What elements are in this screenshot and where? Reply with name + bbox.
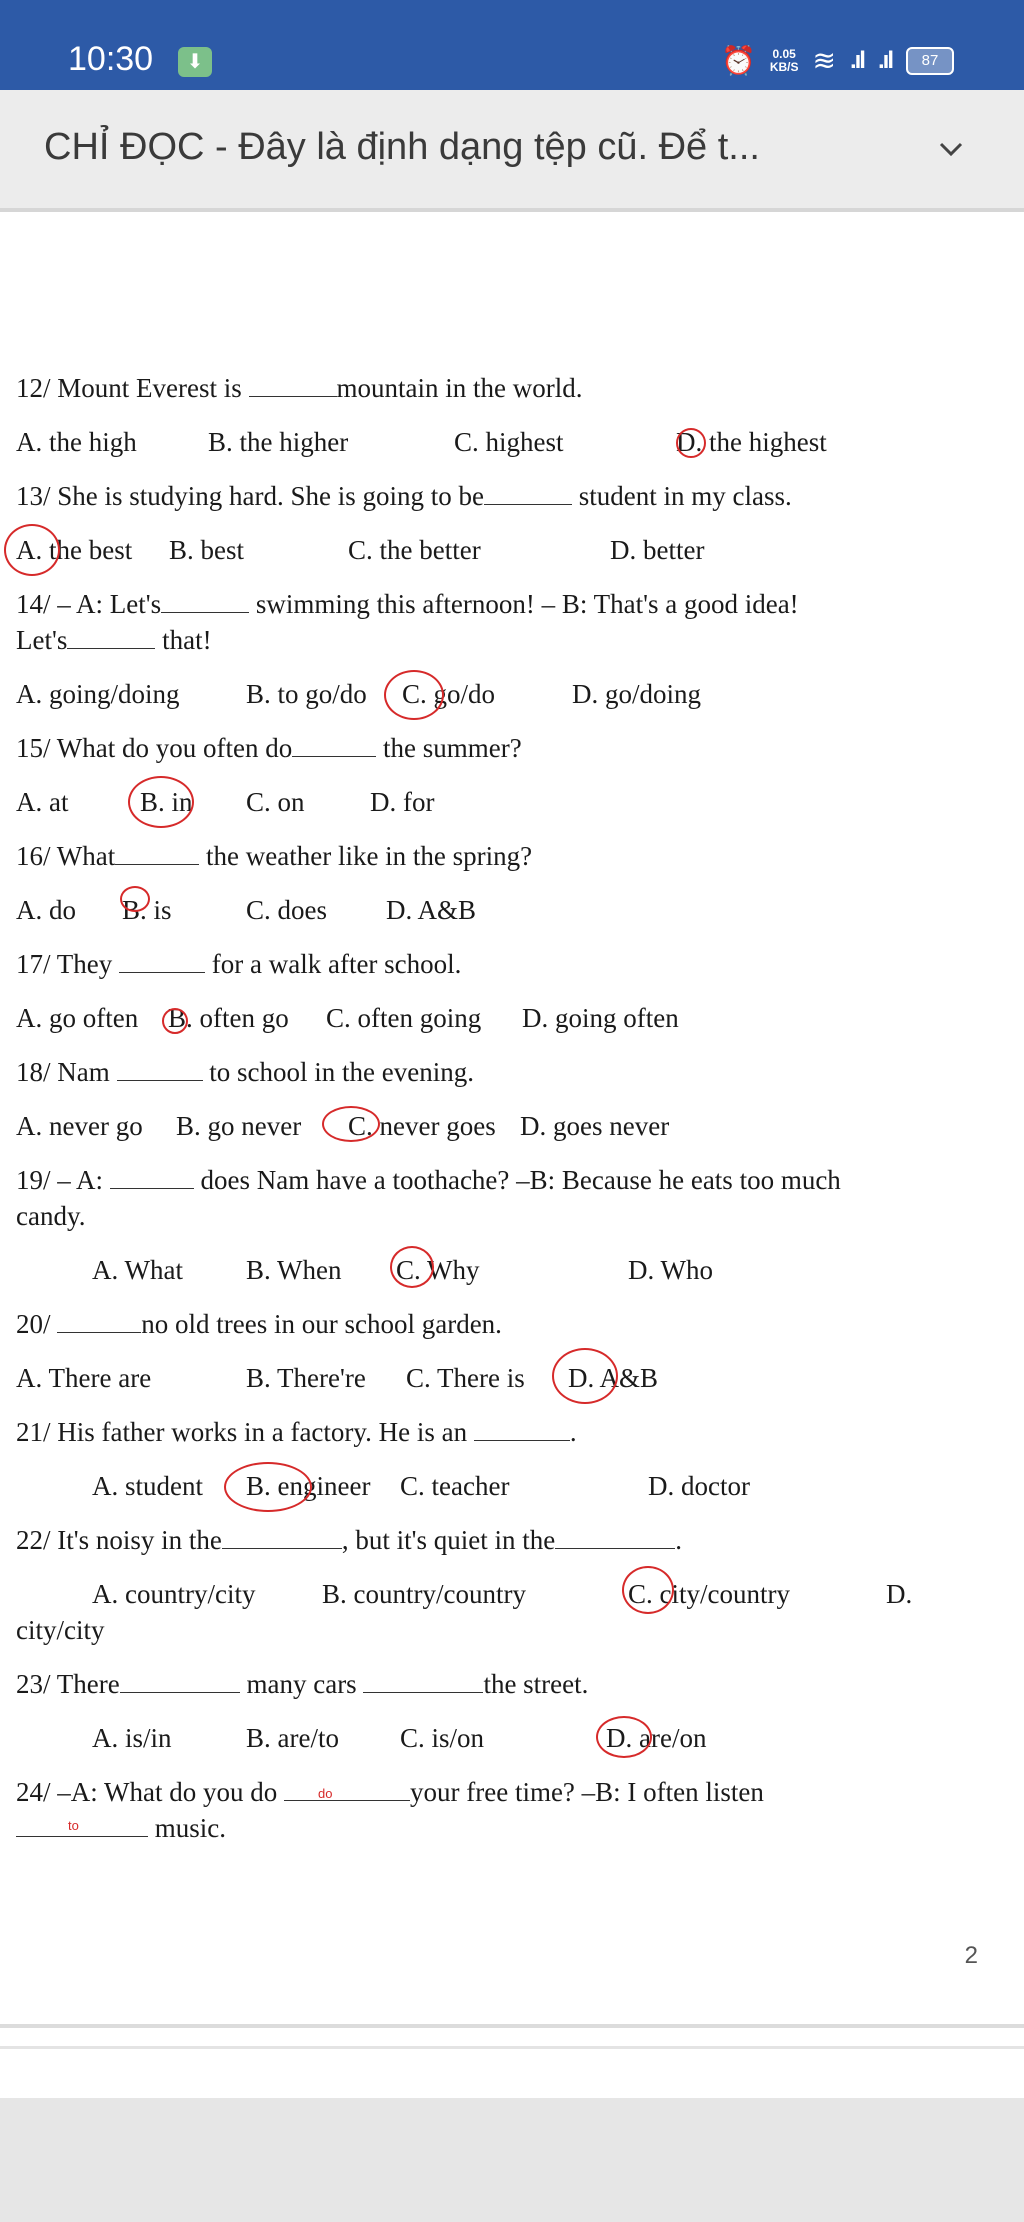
question-stem-end: student in my class. <box>578 481 792 511</box>
question-stem: She is studying hard. She is going to be <box>57 481 485 511</box>
option-d: D. better <box>610 535 705 565</box>
question-stem-end: that! <box>162 625 212 655</box>
option-d: D. go/doing <box>572 679 702 709</box>
question-stem-end: swimming this afternoon! – B: That's a good idea! <box>255 589 799 619</box>
question-number: 20/ <box>16 1309 51 1339</box>
option-a: A. at <box>16 787 69 817</box>
option-a: A. is/in <box>92 1723 172 1753</box>
option-c: C. often going <box>326 1003 482 1033</box>
question-23 <box>16 1668 588 1700</box>
question-number: 17/ <box>16 949 51 979</box>
question-number: 14/ <box>16 589 51 619</box>
download-notification-icon: ⬇ <box>178 47 212 77</box>
option-b: B. are/to <box>246 1723 339 1753</box>
question-stem: What <box>56 841 116 871</box>
option-c: C. city/country <box>628 1579 790 1609</box>
option-b: B. When <box>246 1255 342 1285</box>
question-number: 15/ <box>16 733 51 763</box>
option-b: B. the higher <box>208 427 349 457</box>
question-number: 12/ <box>16 373 51 403</box>
signal-icon: .ıl <box>849 46 864 74</box>
option-a: A. What <box>92 1255 183 1285</box>
option-b: B. go never <box>176 1111 302 1141</box>
answer-blank <box>120 1670 240 1693</box>
question-12 <box>16 372 582 404</box>
next-page-area[interactable] <box>0 2098 1024 2222</box>
answer-blank <box>292 734 376 757</box>
option-c: C. go/do <box>402 679 496 709</box>
answer-blank <box>249 374 337 397</box>
handwritten-answer: to <box>68 1818 79 1833</box>
document-title[interactable]: CHỈ ĐỌC - Đây là định dạng tệp cũ. Để t... <box>44 126 760 168</box>
option-c: C. Why <box>396 1255 480 1285</box>
option-b: B. in <box>140 787 193 817</box>
question-stem-end: the summer? <box>382 733 522 763</box>
option-d: D. A&B <box>386 895 477 925</box>
question-stem-end: your free time? –B: I often listen <box>410 1777 764 1807</box>
answer-blank <box>119 950 205 973</box>
option-a: A. do <box>16 895 76 925</box>
status-icons <box>721 44 954 77</box>
question-stem-middle: , but it's quiet in the <box>341 1525 556 1555</box>
option-d: D. A&B <box>568 1363 659 1393</box>
option-a: A. never go <box>16 1111 143 1141</box>
battery-icon <box>906 47 954 75</box>
option-b: B. best <box>169 535 245 565</box>
question-stem: They <box>56 949 113 979</box>
network-speed-value: 0.05 <box>772 46 796 61</box>
option-c: C. is/on <box>400 1723 485 1753</box>
question-16 <box>16 840 532 872</box>
question-number: 23/ <box>16 1669 51 1699</box>
question-number: 16/ <box>16 841 51 871</box>
handwritten-answer: do <box>318 1786 333 1801</box>
network-speed-unit: KB/S <box>769 59 799 74</box>
options-22-line-2 <box>16 1614 104 1646</box>
alarm-icon: ⏰ <box>720 45 756 76</box>
page-number: 2 <box>964 1942 978 1969</box>
question-15 <box>16 732 522 764</box>
question-24-line-2 <box>16 1812 226 1844</box>
question-stem: Mount Everest is <box>57 373 242 403</box>
option-b: B. often go <box>168 1003 289 1033</box>
option-d: D. Who <box>628 1255 713 1285</box>
status-time: 10:30 <box>68 40 154 78</box>
option-c: C. never goes <box>348 1111 496 1141</box>
answer-blank <box>57 1310 141 1333</box>
option-d: D. going often <box>522 1003 679 1033</box>
question-stem: candy. <box>16 1201 86 1231</box>
question-stem: Let's <box>16 625 68 655</box>
option-a: A. country/city <box>92 1579 256 1609</box>
chevron-down-icon[interactable] <box>936 134 966 164</box>
question-19-line-2 <box>16 1200 85 1232</box>
option-c: C. the better <box>348 535 481 565</box>
option-c: C. There is <box>406 1363 525 1393</box>
option-d: D. doctor <box>648 1471 750 1501</box>
battery-level: 87 <box>921 51 939 69</box>
question-13 <box>16 480 792 512</box>
answer-blank <box>222 1526 342 1549</box>
option-a: A. go often <box>16 1003 139 1033</box>
option-b: B. There're <box>246 1363 366 1393</box>
option-b: B. is <box>122 895 172 925</box>
question-20 <box>16 1308 502 1340</box>
question-stem: What do you often do <box>56 733 293 763</box>
question-stem: Nam <box>57 1057 110 1087</box>
option-c: C. highest <box>454 427 564 457</box>
app-header <box>0 90 1024 212</box>
answer-blank <box>484 482 572 505</box>
option-d: D. are/on <box>606 1723 707 1753</box>
question-number: 18/ <box>16 1057 51 1087</box>
option-b: B. country/country <box>322 1579 526 1609</box>
question-stem-end: the weather like in the spring? <box>206 841 533 871</box>
answer-blank <box>474 1418 570 1441</box>
question-number: 13/ <box>16 481 51 511</box>
page-divider <box>0 2024 1024 2028</box>
document-page[interactable] <box>0 222 1024 2026</box>
wifi-icon: ≋ <box>812 45 836 76</box>
option-d: D. goes never <box>520 1111 670 1141</box>
question-number: 19/ <box>16 1165 51 1195</box>
option-d: D. for <box>370 787 435 817</box>
option-c: C. on <box>246 787 305 817</box>
question-18 <box>16 1056 474 1088</box>
answer-blank <box>67 626 155 649</box>
option-b: B. engineer <box>246 1471 371 1501</box>
question-stem-middle: many cars <box>246 1669 357 1699</box>
question-stem-end: to school in the evening. <box>209 1057 474 1087</box>
question-stem: His father works in a factory. He is an <box>57 1417 468 1447</box>
option-c: C. does <box>246 895 327 925</box>
option-a: A. the high <box>16 427 137 457</box>
answer-blank <box>161 590 249 613</box>
question-stem: There <box>56 1669 120 1699</box>
option-a: A. There are <box>16 1363 152 1393</box>
option-d: D. <box>886 1579 913 1609</box>
question-stem-end: no old trees in our school garden. <box>141 1309 502 1339</box>
question-14-line-2 <box>16 624 212 656</box>
question-stem-end: . <box>569 1417 577 1447</box>
option-d: D. the highest <box>676 427 827 457</box>
question-stem: – A: <box>57 1165 104 1195</box>
option-b: B. to go/do <box>246 679 367 709</box>
question-stem-end: . <box>675 1525 682 1555</box>
answer-blank <box>115 842 199 865</box>
question-22 <box>16 1524 682 1556</box>
signal-icon-2: .ıl <box>877 46 892 74</box>
question-24 <box>16 1776 764 1808</box>
network-speed <box>770 48 799 74</box>
question-21 <box>16 1416 577 1448</box>
question-number: 24/ <box>16 1777 51 1807</box>
answer-blank <box>110 1166 194 1189</box>
question-stem-end: does Nam have a toothache? –B: Because he eats too much <box>200 1165 841 1195</box>
question-stem: –A: What do you do <box>57 1777 278 1807</box>
question-number: 22/ <box>16 1525 51 1555</box>
option-c: C. teacher <box>400 1471 510 1501</box>
question-number: 21/ <box>16 1417 51 1447</box>
question-stem-end: for a walk after school. <box>211 949 462 979</box>
answer-blank <box>363 1670 483 1693</box>
option-a: A. student <box>92 1471 203 1501</box>
status-bar <box>0 0 1024 90</box>
question-17 <box>16 948 461 980</box>
question-stem-end: the street. <box>483 1669 589 1699</box>
option-d-continued: city/city <box>16 1615 105 1645</box>
answer-blank <box>16 1814 148 1837</box>
question-14 <box>16 588 799 620</box>
question-stem-end: music. <box>154 1813 226 1843</box>
question-stem-end: mountain in the world. <box>336 373 583 403</box>
option-a: A. going/doing <box>16 679 180 709</box>
question-stem: It's noisy in the <box>57 1525 222 1555</box>
answer-blank <box>284 1778 410 1801</box>
page-divider <box>0 2046 1024 2049</box>
question-19 <box>16 1164 841 1196</box>
question-stem: – A: Let's <box>57 589 162 619</box>
answer-blank <box>117 1058 203 1081</box>
option-a: A. the best <box>16 535 133 565</box>
answer-blank <box>555 1526 675 1549</box>
